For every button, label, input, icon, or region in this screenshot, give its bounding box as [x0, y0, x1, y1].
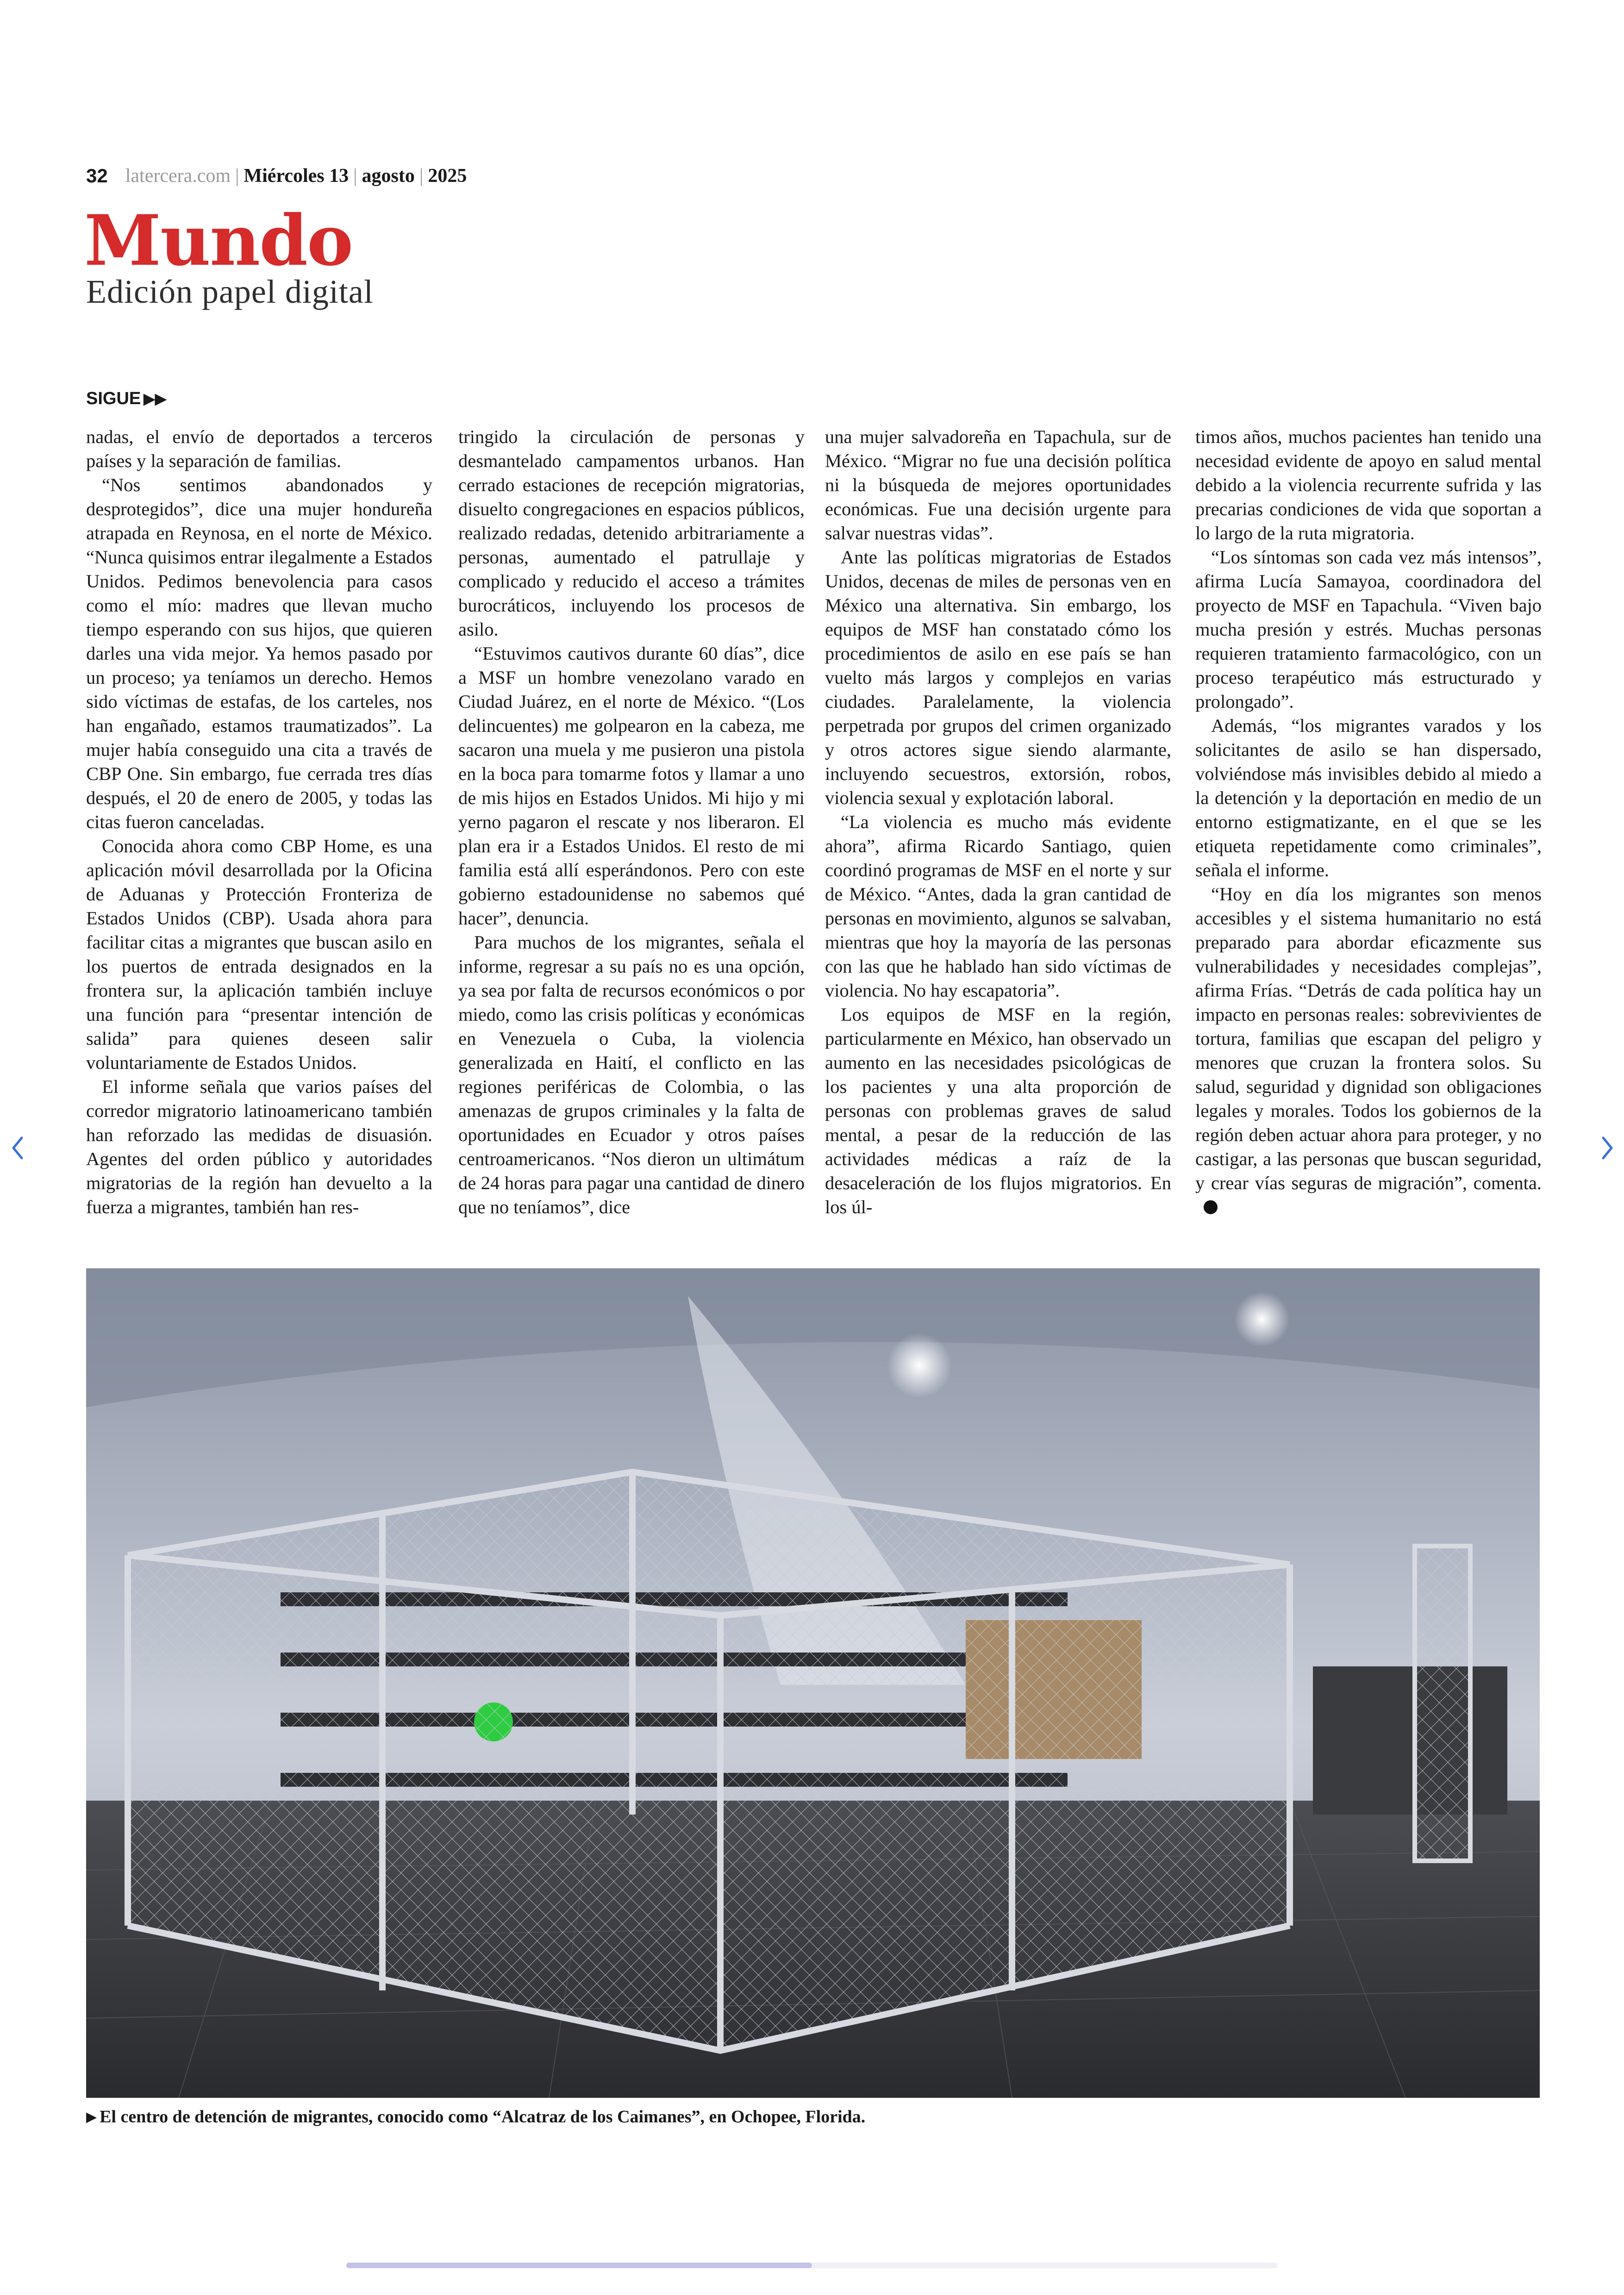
caption-marker-icon: ▶ [86, 2109, 97, 2125]
paragraph: El informe señala que varios países del corredor migratorio latinoamericano también han reforzado las medidas de disuasión. Agentes del orden público y autoridades migratorias de la región han devuelto a la fuerza a migrantes, también han res- [86, 1076, 432, 1217]
continued-text: SIGUE [86, 388, 141, 408]
edition-subtitle: Edición papel digital [86, 273, 374, 310]
page-number: 32 [86, 165, 108, 187]
detention-center-illustration [86, 1268, 1540, 2098]
end-of-article-icon [1204, 1200, 1218, 1214]
paragraph: “Nos sentimos abandonados y desprotegidos”, dice una mujer hondureña atrapada en Reynosa, en el norte de México. “Nunca quisimos entrar ilegalmente a Estados Unidos. Pedimos benevolencia para casos como el mío: madres que llevan mucho tiempo esperando con sus hijos, que quieren darles una vida mejor. Ya hemos pasado por un proceso; ya teníamos un derecho. Hemos sido víctimas de estafas, de los carteles, nos han engañado, estamos traumatizados”. La mujer había conseguido una cita a través de CBP One. Sin embargo, fue cerrada tres días después, el 20 de enero de 2005, y todas las citas fueron canceladas. [86, 474, 432, 832]
site-name: latercera.com [125, 165, 231, 187]
paragraph: “Los síntomas son cada vez más intensos”, afirma Lucía Samayoa, coordinadora del proyecto de MSF en Tapachula. “Viven bajo mucha presión y estrés. Muchas personas requieren tratamiento farmacológico, con un proceso terapéutico más estructurado y prolongado”. [1195, 547, 1542, 712]
paragraph: Ante las políticas migratorias de Estados Unidos, decenas de miles de personas ven en México una alternativa. Sin embargo, los equipos de MSF han constatado cómo los procedimientos de asilo en ese país se han vuelto más largos y complejos en varias ciudades. Paralelamente, la violencia perpetrada por grupos del crimen organizado y otros actores sigue siendo alarmante, incluyendo secuestros, extorsión, robos, violencia sexual y explotación laboral. [825, 547, 1171, 808]
paragraph: nadas, el envío de deportados a terceros países y la separación de familias. [86, 426, 432, 471]
paragraph [1195, 882, 1542, 1219]
folio-line [86, 162, 467, 190]
caption-text: El centro de detención de migrantes, conocido como “Alcatraz de los Caimanes”, en Ochopee, Florida. [100, 2107, 866, 2127]
article-column-4 [1195, 425, 1542, 1219]
separator: | [353, 165, 357, 187]
previous-page-button[interactable] [8, 1132, 27, 1164]
continued-arrows-icon: ▶▶ [144, 390, 167, 407]
article-photo [86, 1268, 1540, 2098]
next-page-button[interactable] [1598, 1132, 1617, 1164]
paragraph: Los equipos de MSF en la región, particularmente en México, han observado un aumento en las necesidades psicológicas de los pacientes y una alta proporción de personas con problemas graves de salud mental, a pesar de la reducción de las actividades médicas a raíz de la desaceleración de los flujos migratorios. En los úl- [825, 1004, 1171, 1217]
page-scrollbar[interactable] [346, 2263, 1278, 2268]
paragraph: Además, “los migrantes varados y los solicitantes de asilo se han dispersado, volviéndose más invisibles debido al miedo a la detención y la deportación en medio de un entorno estigmatizante, en el que se les etiqueta repetidamente como criminales”, señala el informe. [1195, 715, 1542, 880]
photo-caption [86, 2105, 865, 2128]
paragraph: tringido la circulación de personas y desmantelado campamentos urbanos. Han cerrado estaciones de recepción migratorias, disuelto congregaciones en espacios públicos, realizado redadas, detenido arbitrariamente a personas, aumentado el patrullaje y complicado y reducido el acceso a trámites burocráticos, incluyendo los procesos de asilo. [458, 426, 805, 640]
paragraph: timos años, muchos pacientes han tenido una necesidad evidente de apoyo en salud mental debido a la violencia recurrente sufrida y las precarias condiciones de vida que soportan a lo largo de la ruta migratoria. [1195, 426, 1542, 543]
date-year: 2025 [428, 165, 467, 187]
paragraph: Para muchos de los migrantes, señala el informe, regresar a su país no es una opción, ya sea por falta de recursos económicos o por miedo, como las crisis políticas y económicas en Venezuela o Cuba, la violencia generalizada en Haití, el conflicto en las regiones periféricas de Colombia, o las amenazas de grupos criminales y la falta de oportunidades en Ecuador y otros países centroamericanos. “Nos dieron un ultimátum de 24 horas para pagar una cantidad de dinero que no teníamos”, dice [458, 932, 805, 1217]
article-column-1 [86, 425, 432, 1219]
chevron-right-icon [1600, 1135, 1614, 1161]
paragraph: “La violencia es mucho más evidente ahora”, afirma Ricardo Santiago, quien coordinó programas de MSF en el norte y sur de México. “Antes, dada la gran cantidad de personas en movimiento, algunos se salvaban, mientras que hoy la mayoría de las personas con las que he hablado han sido víctimas de violencia. No hay escapatoria”. [825, 811, 1171, 1001]
separator: | [419, 165, 424, 187]
article-column-2 [458, 425, 805, 1219]
paragraph: “Estuvimos cautivos durante 60 días”, dice a MSF un hombre venezolano varado en Ciudad Juárez, en el norte de México. “(Los delincuentes) me golpearon en la cabeza, me sacaron una muela y me pusieron una pistola en la boca para tomarme fotos y llamar a uno de mis hijos en Estados Unidos. Mi hijo y mi yerno pagaron el rescate y nos liberaron. El plan era ir a Estados Unidos. El resto de mi familia está allí esperándonos. Pero con este gobierno estadounidense no sabemos qué hacer”, denuncia. [458, 643, 805, 929]
date-month: agosto [362, 165, 415, 187]
date-weekday-day: Miércoles 13 [244, 165, 349, 187]
separator: | [235, 165, 239, 187]
paragraph: una mujer salvadoreña en Tapachula, sur de México. “Migrar no fue una decisión política ni la búsqueda de mejores oportunidades económicas. Fue una decisión urgente para salvar nuestras vidas”. [825, 426, 1171, 543]
continued-label [86, 387, 166, 410]
paragraph: Conocida ahora como CBP Home, es una aplicación móvil desarrollada por la Oficina de Aduanas y Protección Fronteriza de Estados Unidos (CBP). Usada ahora para facilitar citas a migrantes que buscan asilo en los puertos de entrada designados en la frontera sur, la aplicación también incluye una función para “presentar intención de salida” para quienes deseen salir voluntariamente de Estados Unidos. [86, 836, 432, 1073]
article-column-3 [825, 425, 1171, 1219]
chevron-left-icon [11, 1135, 25, 1161]
scrollbar-thumb[interactable] [346, 2263, 812, 2268]
paragraph-text: “Hoy en día los migrantes son menos accesibles y el sistema humanitario no está preparado para abordar eficazmente sus vulnerabilidades y necesidades complejas”, afirma Frías. “Detrás de cada política hay un impacto en personas reales: sobrevivientes de tortura, familias que escapan del peligro y menores que cruzan la frontera solos. Su salud, seguridad y dignidad son obligaciones legales y morales. Todos los gobiernos de la región deben actuar ahora para proteger, y no castigar, a las personas que buscan seguridad, y crear vías seguras de migración”, comenta. [1195, 884, 1542, 1193]
section-title: Mundo [84, 200, 353, 281]
